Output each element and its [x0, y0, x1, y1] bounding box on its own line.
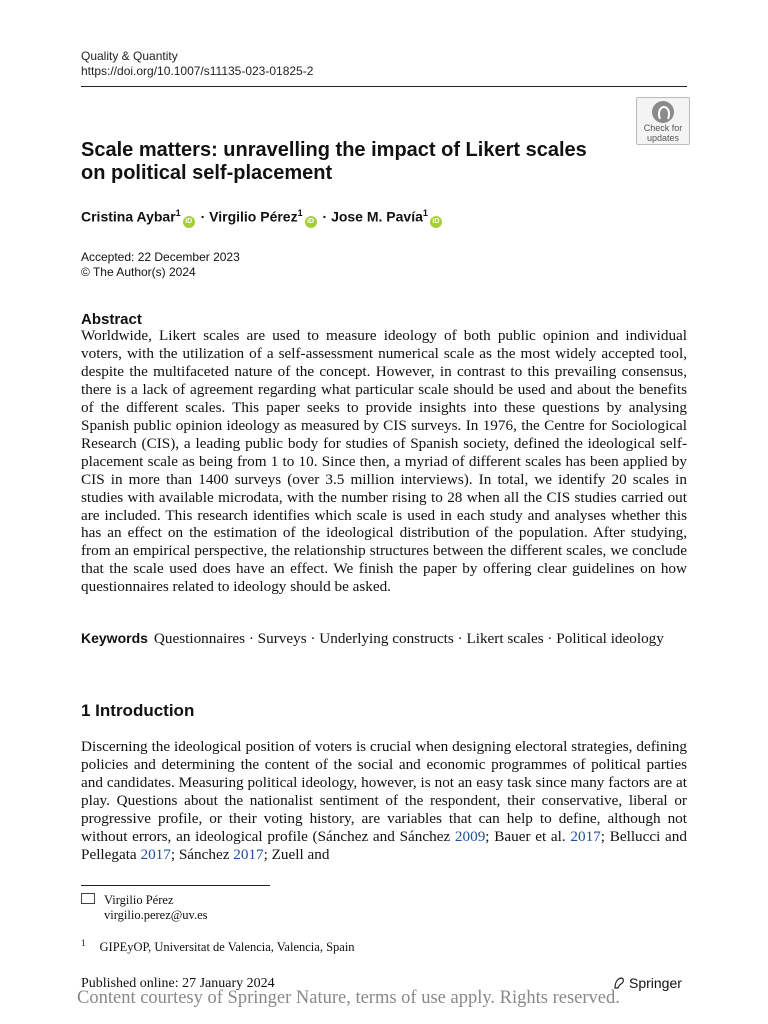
orcid-icon[interactable]: iD — [430, 216, 442, 228]
keywords-heading: Keywords — [81, 630, 148, 646]
intro-text: ; Bauer et al. — [485, 828, 571, 845]
intro-text: ; Bellucci and Pellegata — [81, 828, 687, 863]
keywords-list: Questionnaires · Surveys · Underlying constructs · Likert scales · Political ideology — [153, 630, 664, 647]
citation-link[interactable]: 2009 — [454, 828, 486, 845]
journal-name: Quality & Quantity — [81, 49, 178, 63]
intro-text: ; Sánchez — [170, 846, 234, 863]
affiliation-footnote — [81, 936, 355, 955]
author-name[interactable]: Virgilio Pérez — [209, 208, 298, 225]
copyright-notice: © The Author(s) 2024 — [81, 265, 196, 279]
citation-link[interactable]: 2017 — [233, 846, 264, 863]
affiliation-text: GIPEyOP, Universitat de Valencia, Valencia, Spain — [99, 940, 355, 955]
doi-link[interactable]: https://doi.org/10.1007/s11135-023-01825-2 — [81, 64, 314, 78]
intro-text: Discerning the ideological position of voters is crucial when designing electoral strategies, defining policies and determining the content of the social and economic programmes of political parties and candidates. Measuring political ideology, however, is not an easy task since many factors are at play. Questions about the nationalist sentiment of the respondent, their conservative, liberal or progressive profile, or their voting history, are variables that can help to define, although not without errors, an ideological profile (Sánchez and Sánchez — [81, 738, 687, 845]
journal-header — [81, 49, 313, 79]
footnote-rule — [81, 885, 270, 886]
paper-title — [81, 139, 601, 185]
envelope-icon — [81, 893, 95, 904]
check-for-updates-badge[interactable] — [636, 97, 690, 145]
author-name[interactable]: Cristina Aybar — [81, 208, 176, 225]
author-affiliation-sup: 1 — [422, 208, 428, 218]
abstract-heading: Abstract — [81, 311, 142, 328]
accepted-date: Accepted: 22 December 2023 — [81, 250, 240, 264]
author-list — [81, 208, 444, 228]
corresponding-name: Virgilio Pérez — [104, 893, 174, 907]
citation-link[interactable]: 2017 — [570, 828, 601, 845]
orcid-icon[interactable]: iD — [183, 216, 195, 228]
abstract-text: Worldwide, Likert scales are used to measure ideology of both public opinion and individual voters, with the utilization of a self-assessment numerical scale as the most widely accepted tool, despite the multifaceted nature of the concept. However, in contrast to this prevailing consensus, there is a lack of agreement regarding what particular scale should be used and about the benefits of the different scales. This paper seeks to provide insights into these questions by analysing Spanish public opinion ideology as measured by CIS surveys. In 1976, the Centre for Sociological Research (CIS), a leading public body for studies of Spanish society, defined the ideological self-placement scale as being from 1 to 10. Since then, a myriad of different scales has been applied by CIS in more than 1400 surveys (over 3.5 million interviews). In total, we identify 20 scales in studies with available microdata, with the number rising to 28 when all the CIS studies carried out are included. This research identifies which scale is used in each study and analyses whether this has an effect on the estimation of the ideological distribution of the population. After studying, from an empirical perspective, the relationship structures between the different scales, we conclude that the scale used does have an effect. We finish the paper by offering clear guidelines on how questionnaires related to ideology should be asked. — [81, 327, 687, 596]
badge-line1: Check for — [643, 123, 683, 133]
published-online-date: Published online: 27 January 2024 — [81, 976, 275, 991]
badge-line2: updates — [646, 133, 680, 143]
citation-link[interactable]: 2017 — [140, 846, 171, 863]
publisher-logo — [612, 975, 682, 991]
title-line1: Scale matters: unravelling the impact of Likert scales — [81, 139, 587, 161]
section-heading-introduction: 1 Introduction — [81, 701, 195, 720]
author-separator: · — [322, 208, 328, 225]
copyright-watermark: Content courtesy of Springer Nature, terms of use apply. Rights reserved. — [77, 988, 620, 1008]
keywords-section — [81, 629, 687, 648]
crossmark-icon — [652, 101, 674, 123]
header-rule — [81, 86, 687, 87]
title-line2: on political self-placement — [81, 162, 333, 184]
affiliation-number: 1 — [81, 938, 86, 948]
intro-text: ; Zuell and — [263, 846, 330, 863]
author-separator: · — [200, 208, 206, 225]
corresponding-email[interactable]: virgilio.perez@uv.es — [104, 908, 208, 922]
orcid-icon[interactable]: iD — [305, 216, 317, 228]
publisher-name: Springer — [629, 975, 682, 991]
author-name[interactable]: Jose M. Pavía — [331, 208, 423, 225]
article-dates — [81, 250, 240, 280]
corresponding-author — [81, 893, 208, 923]
author-affiliation-sup: 1 — [297, 208, 303, 218]
author-affiliation-sup: 1 — [175, 208, 181, 218]
introduction-paragraph — [81, 738, 687, 864]
